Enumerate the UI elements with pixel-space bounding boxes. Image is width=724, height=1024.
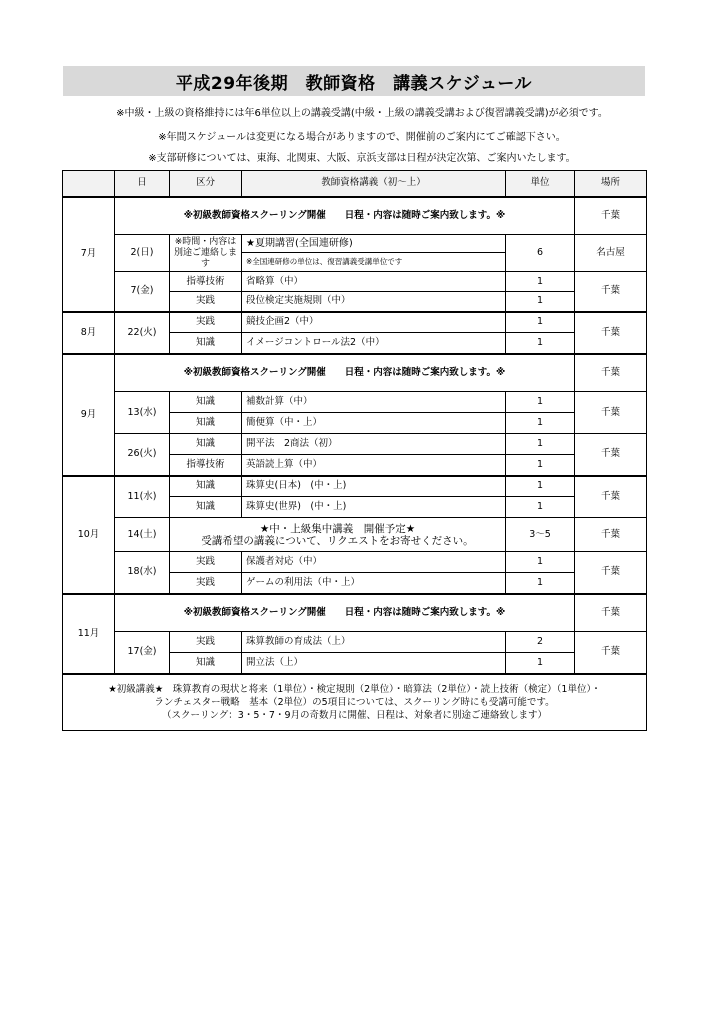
category-cell: 実践 [170, 552, 242, 573]
lecture-cell: 開平法 2商法（初） [242, 434, 506, 455]
intensive-request: 受講希望の講義について、リクエストをお寄せください。 [201, 534, 474, 547]
intensive-lecture-cell [170, 518, 506, 552]
schooling-note: ※初級教師資格スクーリング開催 日程・内容は随時ご案内致します。※ [115, 197, 575, 235]
table-row [63, 312, 647, 333]
day-cell: 2(日) [115, 235, 170, 272]
lecture-cell: 競技企画2（中） [242, 312, 506, 333]
lecture-cell: 補数計算（中） [242, 392, 506, 413]
header-units: 単位 [506, 171, 575, 197]
place-cell: 千葉 [575, 312, 647, 354]
category-cell: 実践 [170, 312, 242, 333]
place-cell: 千葉 [575, 552, 647, 594]
lecture-cell: 珠算教師の育成法（上） [242, 632, 506, 653]
units-cell: 1 [506, 413, 575, 434]
category-cell: 実践 [170, 292, 242, 312]
footer-line-3: （スクーリング：3・5・7・9月の奇数月に開催、日程は、対象者に別途ご連絡致します） [162, 709, 547, 721]
month-cell-oct: 10月 [63, 476, 115, 594]
units-cell: 1 [506, 434, 575, 455]
footer-line-1: ★初級講義★ 珠算教育の現状と将来（1単位）・検定規則（2単位）・暗算法（2単位）・読上技術（検定）（1単位）・ [108, 683, 601, 695]
note-unit-requirement: ※中級・上級の資格維持には年6単位以上の講義受講(中級・上級の講義受講および復習講義受講)が必須です。 [116, 108, 608, 119]
day-cell: 11(水) [115, 476, 170, 518]
day-cell: 22(火) [115, 312, 170, 354]
units-cell: 1 [506, 497, 575, 518]
month-cell-jul: 7月 [63, 197, 115, 312]
table-row [63, 354, 647, 392]
lecture-cell: 段位検定実施規則（中） [242, 292, 506, 312]
lecture-cell: 保護者対応（中） [242, 552, 506, 573]
intensive-title: ★中・上級集中講義 開催予定★ [259, 522, 416, 535]
category-cell: 知識 [170, 392, 242, 413]
lecture-cell: 珠算史(世界) (中・上) [242, 497, 506, 518]
header-place: 場所 [575, 171, 647, 197]
table-row [63, 392, 647, 413]
category-cell: 指導技術 [170, 455, 242, 476]
place-cell: 千葉 [575, 392, 647, 434]
note-schedule-change: ※年間スケジュールは変更になる場合がありますので、開催前のご案内にてご確認下さい。 [158, 132, 566, 143]
place-cell: 千葉 [575, 594, 647, 632]
units-cell: 2 [506, 632, 575, 653]
month-cell-nov: 11月 [63, 594, 115, 674]
units-cell: 1 [506, 573, 575, 594]
day-cell: 26(火) [115, 434, 170, 476]
note-branch-training: ※支部研修については、東海、北関東、大阪、京浜支部は日程が決定次第、ご案内いたします。 [148, 153, 576, 164]
lecture-cell: 開立法（上） [242, 653, 506, 674]
category-cell: 実践 [170, 573, 242, 594]
place-cell: 名古屋 [575, 235, 647, 272]
category-cell: 実践 [170, 632, 242, 653]
units-cell: 1 [506, 292, 575, 312]
table-row [63, 434, 647, 455]
day-cell: 7(金) [115, 272, 170, 312]
category-cell: 知識 [170, 413, 242, 434]
place-cell: 千葉 [575, 476, 647, 518]
lecture-cell: 省略算（中） [242, 272, 506, 292]
units-cell: 1 [506, 392, 575, 413]
lecture-cell: 珠算史(日本) (中・上) [242, 476, 506, 497]
footer-line-2: ランチェスター戦略 基本（2単位）の5項目については、スクーリング時にも受講可能です。 [154, 696, 555, 708]
place-cell: 千葉 [575, 632, 647, 674]
schooling-note: ※初級教師資格スクーリング開催 日程・内容は随時ご案内致します。※ [115, 594, 575, 632]
units-cell: 1 [506, 272, 575, 292]
category-cell: 知識 [170, 497, 242, 518]
category-cell: ※時間・内容は別途ご連絡します [170, 235, 242, 272]
day-cell: 14(土) [115, 518, 170, 552]
month-cell-sep: 9月 [63, 354, 115, 476]
header-month [63, 171, 115, 197]
table-row [63, 476, 647, 497]
table-row [63, 272, 647, 292]
category-cell: 知識 [170, 434, 242, 455]
day-cell: 18(水) [115, 552, 170, 594]
page-title: 平成29年後期 教師資格 講義スケジュール [63, 66, 645, 96]
units-cell: 1 [506, 653, 575, 674]
day-cell: 13(水) [115, 392, 170, 434]
place-cell: 千葉 [575, 354, 647, 392]
lecture-cell: ゲームの利用法（中・上） [242, 573, 506, 594]
category-cell: 知識 [170, 333, 242, 354]
lecture-title: ★夏期講習(全国連研修) [242, 235, 505, 253]
units-cell: 3～5 [506, 518, 575, 552]
month-cell-aug: 8月 [63, 312, 115, 354]
header-category: 区分 [170, 171, 242, 197]
lecture-cell [242, 235, 506, 272]
footer-note [63, 674, 647, 731]
lecture-note: ※全国連研修の単位は、復習講義受講単位です [246, 257, 403, 266]
schedule-table [62, 170, 647, 731]
table-row [63, 197, 647, 235]
lecture-cell: イメージコントロール法2（中） [242, 333, 506, 354]
units-cell: 1 [506, 455, 575, 476]
lecture-cell: 英語読上算（中） [242, 455, 506, 476]
table-row [63, 632, 647, 653]
table-header-row [63, 171, 647, 197]
table-row [63, 552, 647, 573]
units-cell: 6 [506, 235, 575, 272]
units-cell: 1 [506, 312, 575, 333]
place-cell: 千葉 [575, 197, 647, 235]
category-cell: 指導技術 [170, 272, 242, 292]
table-row [63, 235, 647, 272]
place-cell: 千葉 [575, 272, 647, 312]
header-day: 日 [115, 171, 170, 197]
category-cell: 知識 [170, 653, 242, 674]
place-cell: 千葉 [575, 434, 647, 476]
units-cell: 1 [506, 552, 575, 573]
table-footer-row [63, 674, 647, 731]
table-row [63, 594, 647, 632]
day-cell: 17(金) [115, 632, 170, 674]
units-cell: 1 [506, 333, 575, 354]
schooling-note: ※初級教師資格スクーリング開催 日程・内容は随時ご案内致します。※ [115, 354, 575, 392]
units-cell: 1 [506, 476, 575, 497]
header-lecture: 教師資格講義（初～上） [242, 171, 506, 197]
lecture-cell: 簡便算（中・上） [242, 413, 506, 434]
table-row [63, 518, 647, 552]
category-cell: 知識 [170, 476, 242, 497]
place-cell: 千葉 [575, 518, 647, 552]
